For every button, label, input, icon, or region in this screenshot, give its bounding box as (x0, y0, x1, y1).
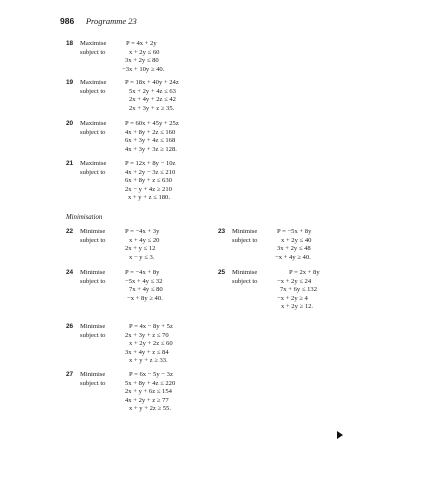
problem-number: 25 (218, 269, 226, 276)
objective-function: P = 60x + 45y + 25z (125, 120, 179, 127)
constraint: 3x + 2y ≤ 80 (125, 57, 159, 65)
constraint: 4x + 8y + 2z ≤ 160 (125, 128, 176, 136)
programme-title: Programme 23 (85, 16, 137, 26)
constraint: 7x + 6y ≤ 132 (280, 286, 318, 294)
objective-function: P = 12x + 8y − 10z (125, 160, 176, 167)
subject-to-label: subject to (80, 168, 106, 176)
objective-label: Minimise (80, 323, 106, 330)
subject-to-label: subject to (80, 87, 106, 95)
problem-21 (66, 160, 175, 203)
constraint: 7x + 4y ≤ 80 (129, 286, 163, 294)
problem-19 (66, 79, 179, 113)
constraint: 6x + 3y + 4z ≤ 168 (125, 137, 176, 145)
constraint: 2x − y + 4z ≥ 210 (125, 185, 172, 193)
subject-to-label: subject to (80, 277, 106, 285)
objective-label: Maximise (80, 40, 107, 47)
problem-number: 27 (66, 371, 74, 378)
objective-label: Minimise (232, 228, 258, 235)
problem-24 (66, 269, 163, 303)
problem-number: 18 (66, 40, 74, 47)
constraint: x + 4y ≤ 20 (129, 236, 160, 244)
problem-25 (218, 269, 320, 312)
subject-to-label: subject to (80, 236, 106, 244)
objective-label: Maximise (80, 120, 107, 127)
objective-label: Minimise (232, 269, 258, 276)
constraint: 3x + 2y ≤ 48 (277, 245, 311, 253)
constraint: 4x + 3y + 3z ≥ 128. (125, 145, 177, 153)
objective-function: P = −5x + 8y (277, 228, 312, 235)
problem-23 (218, 228, 311, 262)
constraint: x + 2y ≤ 60 (129, 48, 160, 56)
problem-number: 21 (66, 160, 74, 167)
problem-20 (66, 120, 179, 154)
constraint: x + 2y ≥ 12. (281, 303, 314, 311)
problem-number: 22 (66, 228, 74, 235)
constraint: −x + 2y ≤ 24 (277, 277, 312, 285)
objective-function: P = −4x + 8y (125, 269, 160, 276)
page-header (60, 17, 137, 29)
constraint: x + 2y + 2z ≤ 60 (129, 340, 173, 348)
objective-label: Maximise (80, 79, 107, 86)
section-heading: Minimisation (66, 214, 103, 221)
constraint: 2x + y ≤ 12 (125, 245, 156, 253)
constraint: 4x + 2y − 3z ≤ 210 (125, 168, 176, 176)
constraint: −3x + 10y ≥ 40. (122, 65, 165, 73)
problem-number: 19 (66, 79, 74, 86)
page-number: 986 (60, 16, 75, 26)
constraint: 2x + 3y + z ≥ 35. (129, 104, 175, 112)
problem-number: 26 (66, 323, 74, 330)
constraint: x + y + z ≥ 33. (129, 357, 168, 365)
constraint: 2x + 3y + z ≤ 70 (125, 331, 169, 339)
constraint: x − y ≤ 3. (129, 253, 155, 261)
subject-to-label: subject to (80, 128, 106, 136)
objective-function: P = 4x − 8y + 5z (129, 323, 173, 330)
subject-to-label: subject to (232, 277, 258, 285)
constraint: x + 2y ≤ 40 (281, 236, 312, 244)
subject-to-label: subject to (80, 48, 106, 56)
objective-function: P = 4x + 2y (126, 40, 157, 47)
constraint: 5x + 8y + 4z ≤ 220 (125, 379, 176, 387)
problem-number: 23 (218, 228, 226, 235)
problem-number: 20 (66, 120, 74, 127)
objective-label: Maximise (80, 160, 107, 167)
constraint: −x + 8y ≥ 40. (127, 294, 163, 302)
objective-function: P = −4x + 3y (125, 228, 160, 235)
problem-22 (66, 228, 159, 262)
constraint: 4x + 2y + z ≥ 77 (125, 396, 169, 404)
subject-to-label: subject to (80, 331, 106, 339)
objective-label: Minimise (80, 371, 106, 378)
constraint: −x + 2y ≥ 4 (277, 294, 308, 302)
objective-label: Minimise (80, 269, 106, 276)
problem-26 (66, 323, 173, 366)
problem-18 (66, 40, 164, 74)
objective-label: Minimise (80, 228, 106, 235)
constraint: −5x + 4y ≤ 32 (125, 277, 163, 285)
constraint: x + y + z ≤ 180. (128, 194, 171, 202)
constraint: 5x + 2y + 4z ≤ 63 (129, 87, 176, 95)
subject-to-label: subject to (232, 236, 258, 244)
constraint: x + y + 2z ≥ 55. (129, 405, 172, 413)
objective-function: P = 2x + 8y (289, 269, 320, 276)
constraint: 6x + 8y + z ≤ 630 (125, 177, 172, 185)
constraint: 2x + y + 6z ≤ 154 (125, 388, 172, 396)
subject-to-label: subject to (80, 379, 106, 387)
objective-function: P = 18x + 40y + 24z (125, 79, 179, 86)
next-page-arrow-icon[interactable] (337, 431, 343, 439)
constraint: 2x + 4y + 2z ≤ 42 (129, 96, 176, 104)
constraint: −x + 4y ≥ 40. (275, 253, 311, 261)
problem-number: 24 (66, 269, 74, 276)
objective-function: P = 6x − 5y − 3z (129, 371, 173, 378)
problem-27 (66, 371, 175, 414)
constraint: 3x + 4y + z ≤ 84 (125, 348, 169, 356)
